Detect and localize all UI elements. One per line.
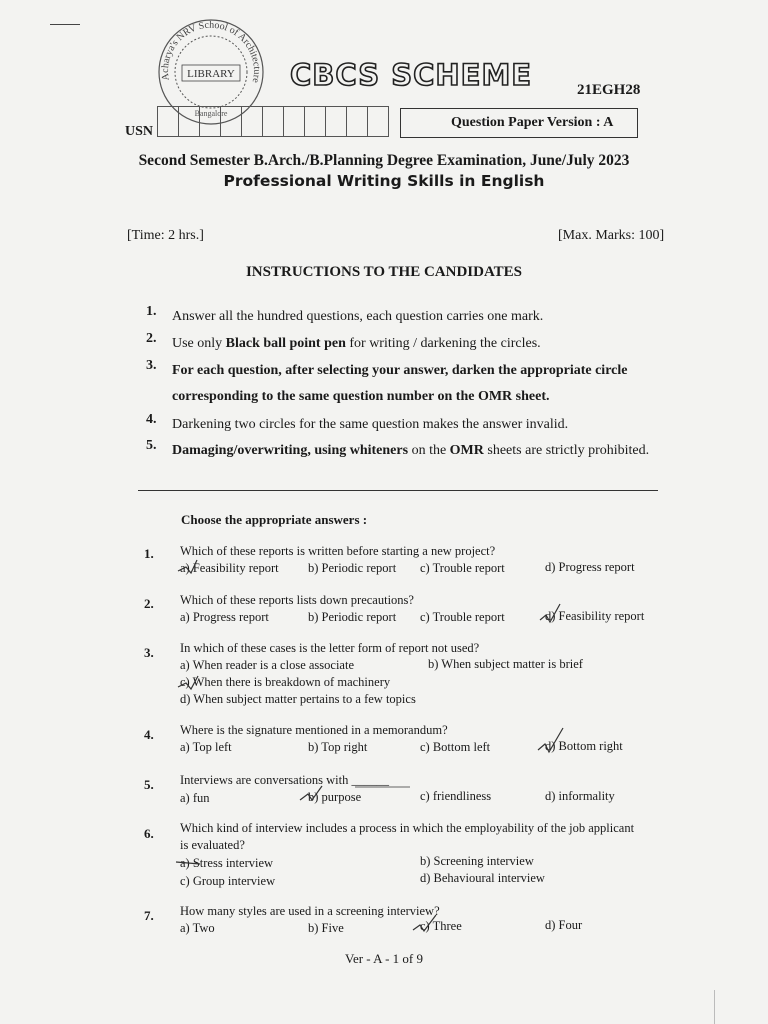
option-c: c) Trouble report — [420, 610, 505, 624]
option-c: c) Three — [420, 919, 462, 933]
course-title: Professional Writing Skills in English — [223, 172, 545, 190]
max-marks: [Max. Marks: 100] — [558, 228, 665, 243]
exam-time: [Time: 2 hrs.] — [127, 228, 204, 243]
question-text: In which of these cases is the letter form of report not used? — [180, 641, 480, 655]
question-number: 4. — [144, 727, 154, 742]
question-number: 7. — [144, 908, 154, 923]
page-footer: Ver - A - 1 of 9 — [345, 951, 423, 966]
option-c: c) friendliness — [420, 789, 492, 803]
stamp-center: LIBRARY — [187, 68, 235, 80]
question-text: Interviews are conversations with ______ — [180, 773, 389, 787]
tick-mark — [300, 786, 322, 800]
question-text: Which of these reports lists down precautions? — [180, 593, 414, 607]
option-b: b) Periodic report — [308, 561, 397, 575]
option-b: b) Periodic report — [308, 610, 397, 624]
tick-mark — [178, 676, 198, 689]
option-d: d) When subject matter pertains to a few topics — [180, 692, 416, 706]
option-c: c) Group interview — [180, 874, 276, 888]
tick-mark — [413, 915, 436, 931]
option-a: a) When reader is a close associate — [180, 658, 354, 672]
option-b: b) Top right — [308, 740, 368, 754]
option-d: d) Progress report — [545, 560, 635, 574]
option-b: b) Screening interview — [420, 854, 534, 868]
edge-line — [714, 990, 716, 1024]
tick-mark — [538, 728, 563, 752]
option-d: d) Behavioural interview — [420, 871, 545, 885]
option-b: b) When subject matter is brief — [428, 657, 583, 671]
option-d: d) informality — [545, 789, 615, 803]
question-paper-version: Question Paper Version : A — [451, 115, 614, 130]
option-d: d) Four — [545, 918, 583, 932]
option-c: c) Trouble report — [420, 561, 505, 575]
exam-title: Second Semester B.Arch./B.Planning Degree Examination, June/July 2023 — [138, 152, 630, 169]
question-text: Which of these reports is written before starting a new project? — [180, 544, 496, 558]
option-b: b) purpose — [308, 790, 362, 804]
option-d: d) Bottom right — [545, 739, 623, 753]
question-number: 6. — [144, 826, 154, 841]
option-c: c) When there is breakdown of machinery — [180, 675, 391, 689]
stamp-bottom: Bangalore — [194, 109, 228, 118]
question-number: 1. — [144, 546, 154, 561]
option-a: a) Progress report — [180, 610, 269, 624]
tick-mark — [178, 560, 197, 573]
subject-code: 21EGH28 — [577, 82, 641, 98]
tick-mark — [540, 604, 560, 622]
option-c: c) Bottom left — [420, 740, 491, 754]
question-number: 2. — [144, 596, 154, 611]
question-text-cont: is evaluated? — [180, 838, 245, 852]
instructions-title: INSTRUCTIONS TO THE CANDIDATES — [245, 264, 523, 280]
section-title: Choose the appropriate answers : — [181, 512, 368, 527]
option-a: a) Stress interview — [180, 856, 274, 870]
strike-mark — [176, 862, 200, 864]
question-text: How many styles are used in a screening interview? — [180, 904, 440, 918]
option-d: d) Feasibility report — [545, 609, 645, 623]
option-a: a) Feasibility report — [180, 561, 279, 575]
question-text: Which kind of interview includes a process in which the employability of the job applicant — [180, 821, 635, 835]
option-a: a) fun — [180, 791, 210, 805]
stamp-ring-text: Acharya's NRV School of Architecture — [159, 19, 263, 84]
usn-label: USN — [125, 124, 154, 139]
option-a: a) Top left — [180, 740, 232, 754]
cbcs-banner: CBCS SCHEME — [290, 58, 533, 92]
option-a: a) Two — [180, 921, 215, 935]
question-number: 3. — [144, 645, 154, 660]
question-text: Where is the signature mentioned in a memorandum? — [180, 723, 448, 737]
question-number: 5. — [144, 777, 154, 792]
option-b: b) Five — [308, 921, 344, 935]
